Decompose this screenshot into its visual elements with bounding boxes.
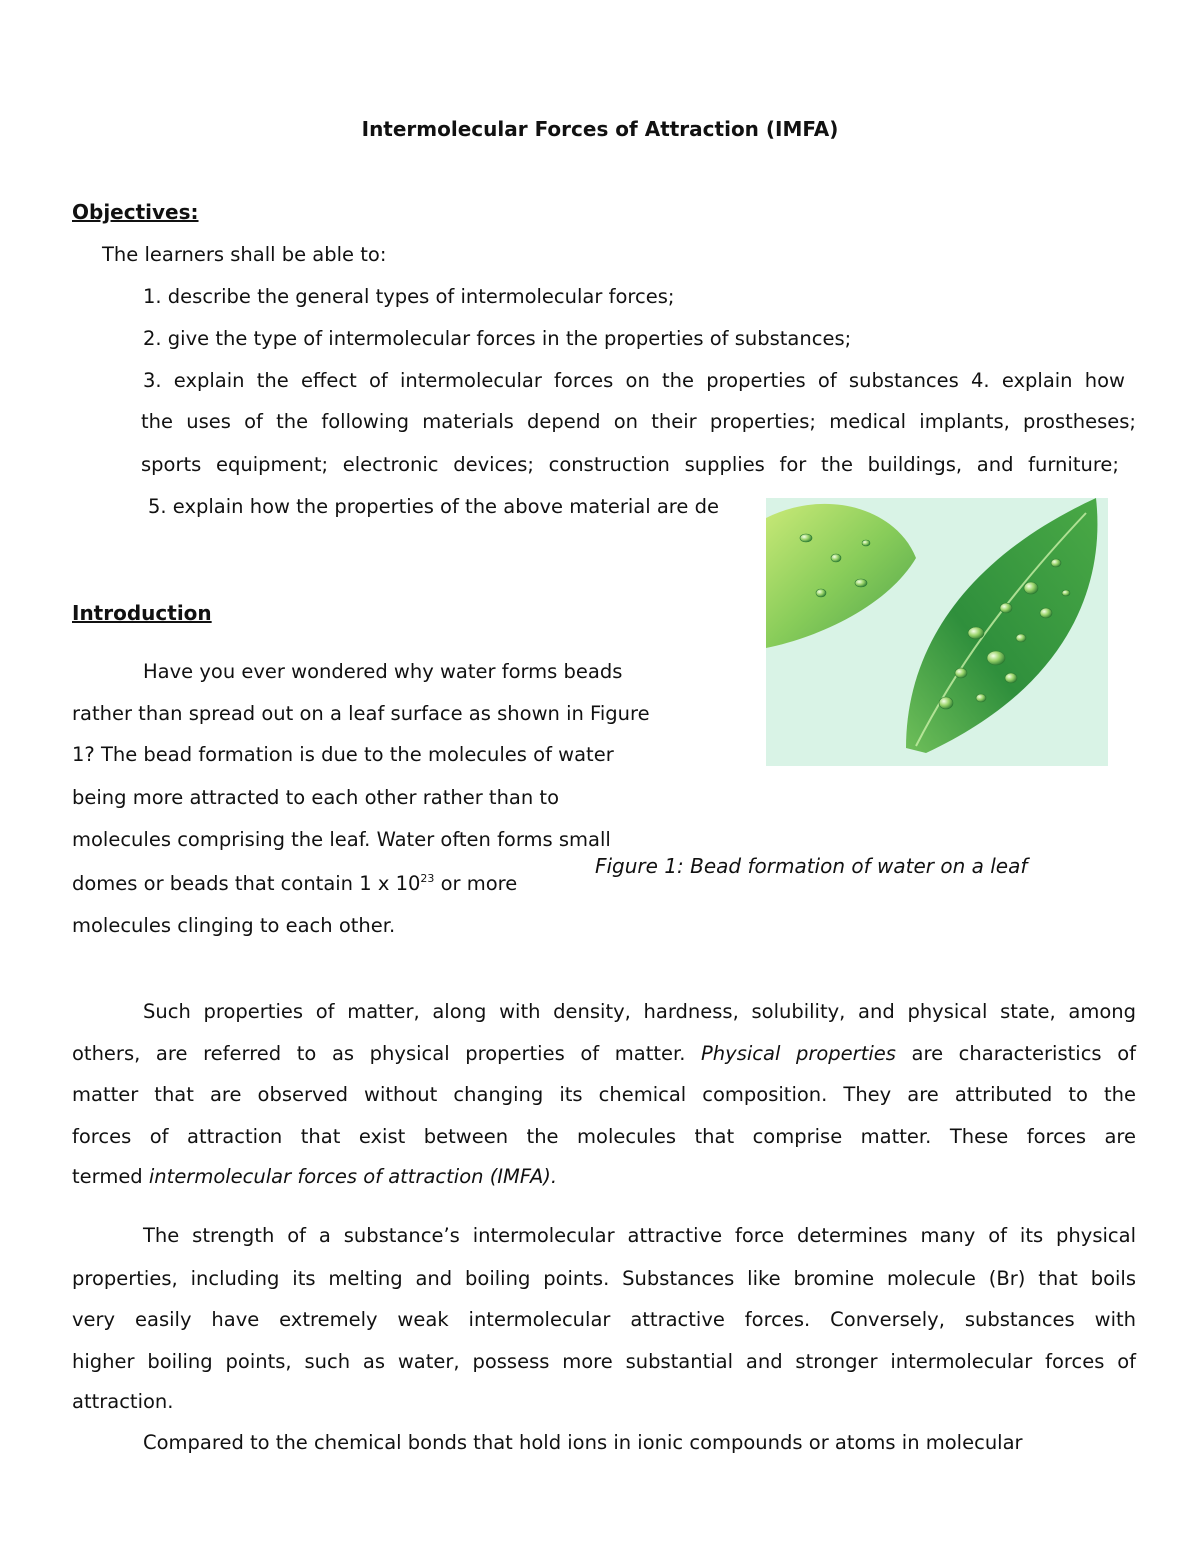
paragraph-line: Compared to the chemical bonds that hold ions in ionic compounds or atoms in molecular: [143, 1431, 1023, 1454]
objective-line: sports equipment; electronic devices; construction supplies for the buildings, and furniture;: [141, 453, 1119, 476]
intro-line: molecules comprising the leaf. Water often forms small: [72, 828, 611, 851]
objectives-heading: Objectives:: [72, 200, 199, 224]
paragraph-line: higher boiling points, such as water, possess more substantial and stronger intermolecular forces of: [72, 1350, 1136, 1373]
paragraph-line: The strength of a substance’s intermolecular attractive force determines many of its physical: [143, 1224, 1136, 1247]
intro-line: 1? The bead formation is due to the molecules of water: [72, 743, 614, 766]
paragraph-line: very easily have extremely weak intermolecular attractive forces. Conversely, substances with: [72, 1308, 1136, 1331]
leaf-figure-image: [766, 498, 1108, 766]
paragraph-line: forces of attraction that exist between the molecules that comprise matter. These forces are: [72, 1125, 1136, 1148]
objective-line: the uses of the following materials depend on their properties; medical implants, prostheses;: [141, 410, 1136, 433]
objective-line: 1. describe the general types of intermolecular forces;: [143, 285, 675, 308]
paragraph-text: termed: [72, 1165, 149, 1188]
paragraph-line: properties, including its melting and boiling points. Substances like bromine molecule (Br) that boils: [72, 1267, 1136, 1290]
paragraph-line: [72, 1042, 1136, 1065]
objective-line: 5. explain how the properties of the above material are de: [148, 495, 719, 518]
paragraph-line: [72, 1165, 557, 1188]
paragraph-line: Such properties of matter, along with density, hardness, solubility, and physical state, among: [143, 1000, 1136, 1023]
objectives-intro: The learners shall be able to:: [102, 243, 387, 266]
intro-text: or more: [434, 872, 518, 895]
paragraph-text: others, are referred to as physical properties of matter.: [72, 1042, 702, 1065]
introduction-heading: Introduction: [72, 601, 212, 625]
objective-line: 3. explain the effect of intermolecular forces on the properties of substances 4. explain how: [143, 369, 1125, 392]
emphasis-text: intermolecular forces of attraction (IMFA).: [148, 1165, 558, 1188]
page-title: Intermolecular Forces of Attraction (IMFA): [361, 117, 839, 141]
paragraph-line: matter that are observed without changing its chemical composition. They are attributed to the: [72, 1083, 1136, 1106]
intro-line-formula: [72, 872, 517, 895]
intro-text: domes or beads that contain 1 x 10: [72, 872, 421, 895]
exponent: 23: [420, 872, 435, 885]
paragraph-text: are characteristics of: [895, 1042, 1136, 1065]
intro-line: rather than spread out on a leaf surface as shown in Figure: [72, 702, 650, 725]
objective-line: 2. give the type of intermolecular forces in the properties of substances;: [143, 327, 852, 350]
emphasis-text: Physical properties: [701, 1042, 896, 1065]
paragraph-line: attraction.: [72, 1390, 174, 1413]
intro-line: molecules clinging to each other.: [72, 914, 396, 937]
intro-line: Have you ever wondered why water forms beads: [143, 660, 623, 683]
figure-caption: Figure 1: Bead formation of water on a leaf: [595, 854, 1028, 878]
leaf-with-droplets-icon: [766, 498, 1108, 766]
intro-line: being more attracted to each other rather than to: [72, 786, 560, 809]
